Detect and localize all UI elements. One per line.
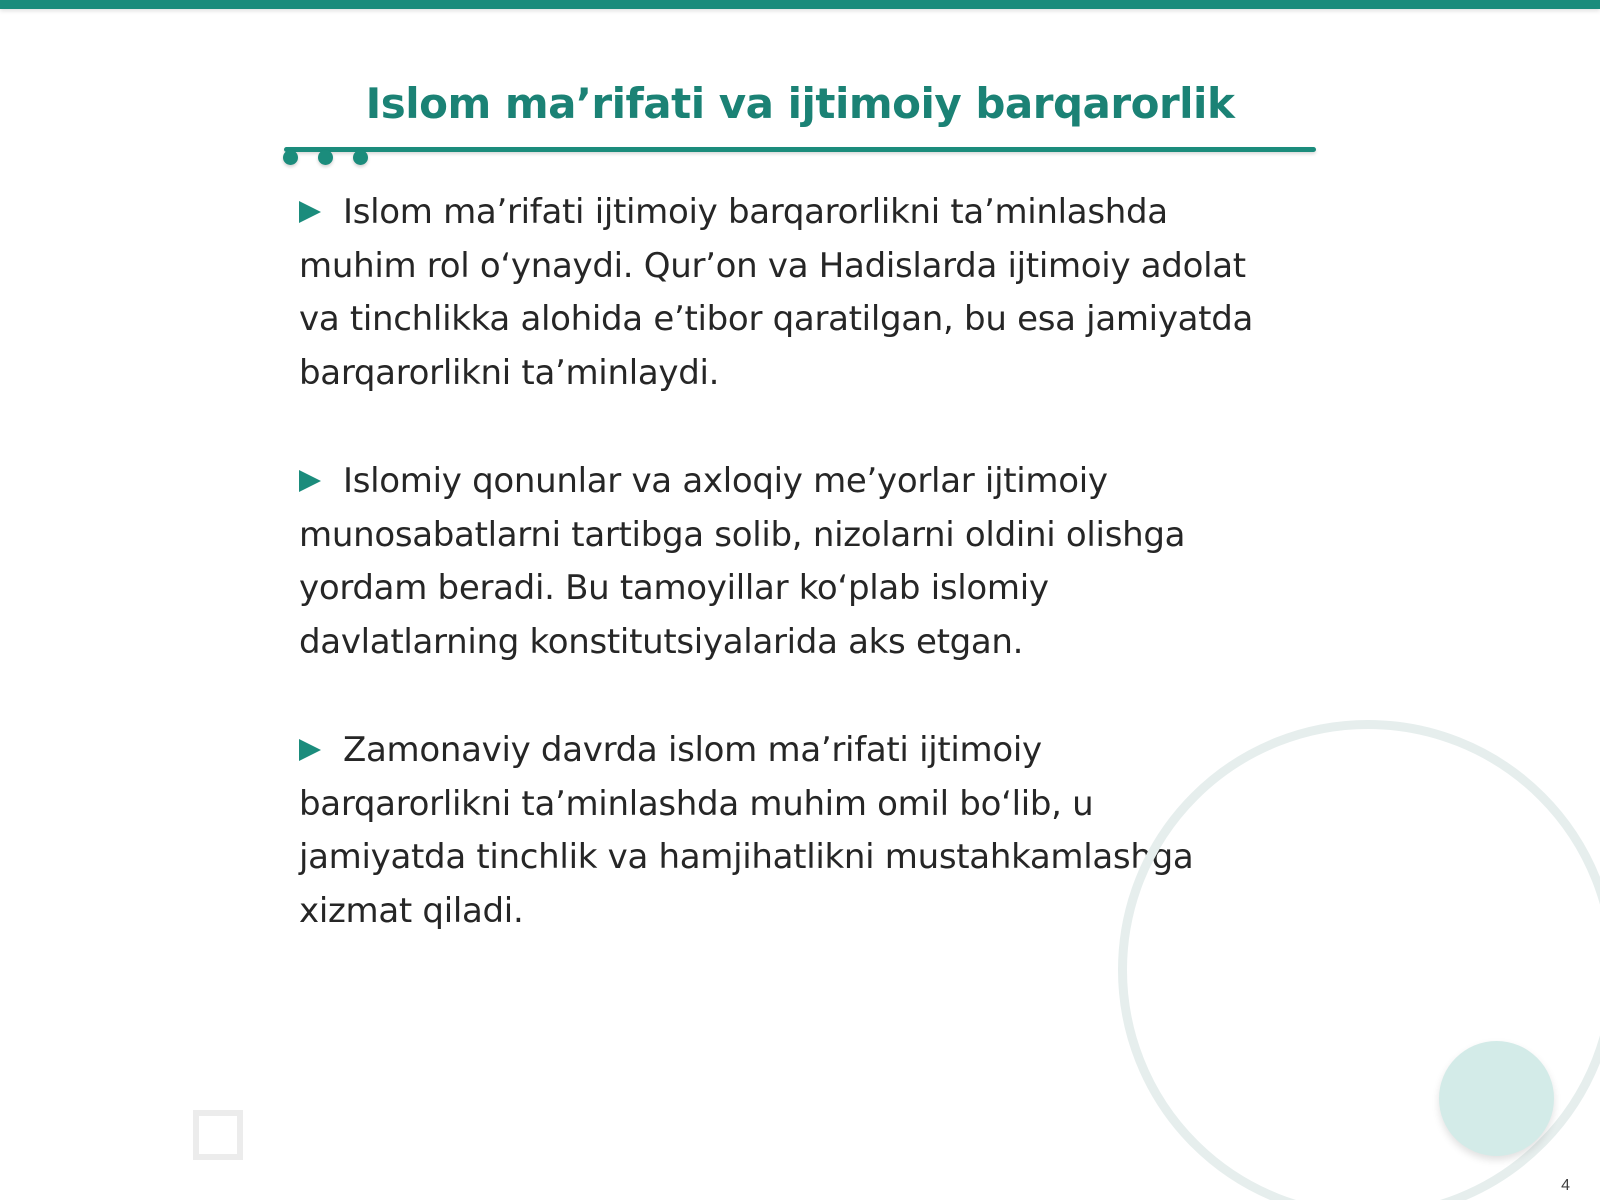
bullet-text: Zamonaviy davrda islom ma’rifati ijtimoiy barqarorlikni ta’minlashda muhim omil bo‘lib, u jamiyatda tinchlik va hamjihatlikni mustahkamlashga xizmat qiladi. bbox=[299, 730, 1194, 931]
bullet-text: Islom ma’rifati ijtimoiy barqarorlikni ta’minlashda muhim rol o‘ynaydi. Qur’on va Hadislarda ijtimoiy adolat va tinchlikka alohida e’tibor qaratilgan, bu esa jamiyatda barqarorlikni ta’minlaydi. bbox=[299, 192, 1254, 393]
page-number: 4 bbox=[1561, 1177, 1570, 1194]
bullet-item bbox=[299, 455, 1259, 669]
decorative-circle bbox=[1439, 1041, 1554, 1156]
underline-dot bbox=[283, 150, 298, 165]
decorative-square bbox=[193, 1110, 243, 1160]
bullet-text: Islomiy qonunlar va axloqiy me’yorlar ijtimoiy munosabatlarni tartibga solib, nizolarni oldini olishga yordam beradi. Bu tamoyillar ko‘plab islomiy davlatlarning konstitutsiyalarida aks etgan. bbox=[299, 461, 1186, 662]
title-underline bbox=[284, 147, 1316, 152]
slide-title: Islom ma’rifati va ijtimoiy barqarorlik bbox=[365, 79, 1235, 128]
triangle-right-icon bbox=[299, 739, 321, 761]
underline-dot bbox=[318, 150, 333, 165]
triangle-right-icon bbox=[299, 201, 321, 223]
bullet-list bbox=[299, 186, 1259, 993]
top-accent-bar bbox=[0, 0, 1600, 9]
bullet-item bbox=[299, 186, 1259, 400]
triangle-right-icon bbox=[299, 470, 321, 492]
underline-dot bbox=[353, 150, 368, 165]
bullet-item bbox=[299, 724, 1259, 938]
